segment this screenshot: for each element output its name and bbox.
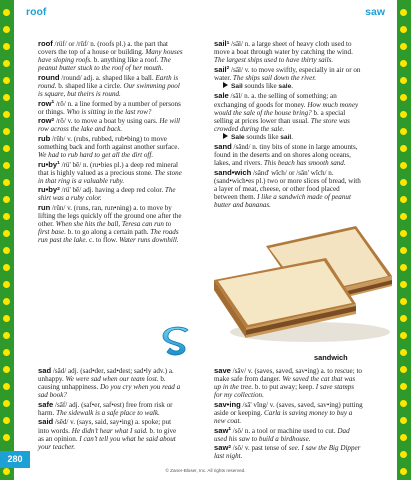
entry-rub: rub /rŭb/ v. (rubs, rubbed, rub•bing) to move something back and forth against another surface. We had to rub hard to get all the dirt off. [38, 133, 180, 159]
entry-row-1: row$^1$ /rō/ n. a line formed by a number of persons or things. Who is sitting in the last row? [38, 98, 181, 116]
entry-saving: sav•ing /sā' vĭng/ v. (saves, saved, sav•ing) putting aside or keeping. Carla is saving money to buy a new coat. [214, 399, 363, 425]
decorative-dot [3, 434, 10, 441]
entry-ruby-2: $ru•by^2$ /rü' bē/ adj. having a deep red color. The shirt was a ruby color. [38, 185, 176, 203]
decorative-dot [400, 383, 407, 390]
decorative-dot [400, 60, 407, 67]
decorative-dot [3, 43, 10, 50]
decorative-dot [400, 128, 407, 135]
decorative-dot [400, 111, 407, 118]
page-number: 280 [0, 451, 30, 468]
entry-roof: roof /rüf/ or /rŭf/ n. (roofs pl.) a. the part that covers the top of a house or building. Many houses have sloping roofs. b. anything like a roof. The peanut butter stuck to the roof of her mouth. [38, 39, 183, 73]
entry-sad: sad /săd/ adj. (sad•der, sad•dest; sad•ly adv.) a. unhappy. We were sad when our team lost. b. causing unhappiness. Do you cry when you read a sad book? [38, 366, 181, 400]
decorative-dot [3, 145, 10, 152]
decorative-dot [400, 366, 407, 373]
decorative-dot [400, 162, 407, 169]
entry-ruby-1: $ru•by^1$ /rü' bē/ n. (ru•bies pl.) a deep red mineral that is highly valued as a precious stone. The stone in that ring is a valuable ruby. [38, 159, 182, 185]
decorative-dot [3, 315, 10, 322]
decorative-dot [400, 9, 407, 16]
decorative-dot [3, 179, 10, 186]
entry-sale: sale /sāl/ n. a. the selling of something; an exchanging of goods for money. How much money would the sale of the house bring? b. a special selling at prices lower than usual. The store was crowded during the sale. Sale sounds like sail. [214, 92, 364, 141]
decorative-dot [400, 451, 407, 458]
decorative-dot [400, 298, 407, 305]
decorative-dot [3, 298, 10, 305]
entry-sandwich: sand•wich /sănd' wĭch/ or /săn' wĭch/ n. (sand•wich•es pl.) two or more slices of bread, with a layer of meat, cheese, or other food placed between them. I like a sandwich made of peanut butter and bananas. [214, 168, 361, 210]
decorative-dot [400, 145, 407, 152]
decorative-dot [3, 383, 10, 390]
decorative-dot [3, 281, 10, 288]
decorative-dot [400, 94, 407, 101]
decorative-dot [400, 315, 407, 322]
decorative-dot [400, 26, 407, 33]
decorative-dot [400, 400, 407, 407]
entry-run: run /rŭn/ v. (runs, ran, run•ning) a. to move by lifting the legs quickly off the ground one after the other. When she hits the ball, Teresa can run to first base. b. to go along a certain path. The roads run past the lake. c. to flow. Water runs downhill. [38, 203, 182, 245]
decorative-dot [400, 230, 407, 237]
decorative-dot [3, 264, 10, 271]
decorative-dot [400, 332, 407, 339]
decorative-dot [3, 213, 10, 220]
decorative-dot [3, 9, 10, 16]
decorative-dot [3, 111, 10, 118]
entry-safe: safe /sāf/ adj. (saf•er, saf•est) free from risk or harm. The sidewalk is a safe place to walk. [38, 399, 173, 417]
decorative-dot [3, 400, 10, 407]
column-right-bottom [214, 367, 364, 462]
decorative-dot [3, 417, 10, 424]
decorative-dot [400, 77, 407, 84]
sandwich-illustration [206, 206, 398, 346]
column-right-top [214, 40, 364, 211]
running-head-right: saw [365, 6, 385, 18]
decorative-dot [3, 230, 10, 237]
entry-round: round /round/ adj. a. shaped like a ball. Earth is round. b. shaped like a circle. Our swimming pool is square, but theirs is round. [38, 72, 180, 98]
letter-s-icon [161, 326, 193, 358]
decorative-dot [3, 247, 10, 254]
image-caption: sandwich [314, 353, 348, 362]
homophone-note-sail: Sail sounds like sale. [214, 82, 364, 91]
decorative-dot [400, 196, 407, 203]
decorative-dot [3, 349, 10, 356]
decorative-dot [400, 349, 407, 356]
decorative-dot [400, 213, 407, 220]
decorative-dot [400, 417, 407, 424]
copyright-notice: © Zaner-Bloser, Inc. All rights reserved. [165, 468, 246, 473]
decorative-dot [400, 247, 407, 254]
decorative-dot [400, 434, 407, 441]
decorative-dot [3, 128, 10, 135]
entry-saw-1: saw$^1$ /sô/ n. a tool or machine used to cut. Dad used his saw to build a birdhouse. [214, 425, 350, 443]
decorative-dot [400, 264, 407, 271]
homophone-note-sale: Sale sounds like sail. [214, 133, 364, 142]
entry-saw-2: saw$^2$ /sô/ v. past tense of see. I saw the Big Dipper last night. [214, 443, 361, 461]
right-dot-column [397, 0, 411, 480]
decorative-dot [3, 77, 10, 84]
arrow-icon [223, 133, 228, 139]
decorative-dot [3, 332, 10, 339]
running-head-left: roof [26, 6, 47, 18]
entry-row-2: row$^2$ /rō/ v. to move a boat by using oars. He will row across the lake and back. [38, 116, 181, 134]
entry-said: said /sĕd/ v. (says, said, say•ing) a. spoke; put into words. He didn’t hear what I said. b. to give as an opinion. I can’t tell you what he said about your teacher. [38, 417, 177, 451]
entry-save: save /sāv/ v. (saves, saved, sav•ing) a. to rescue; to make safe from danger. We saved the cat that was up in the tree. b. to put away; keep. I save stamps for my collection. [214, 366, 362, 400]
decorative-dot [3, 196, 10, 203]
column-left-top [38, 40, 183, 246]
decorative-dot [400, 281, 407, 288]
decorative-dot [3, 94, 10, 101]
decorative-dot [3, 162, 10, 169]
entry-sail-2: sail$^2$ /sāl/ v. to move swiftly, especially in air or on water. The ships sail down the river. Sail sounds like sale. [214, 66, 364, 91]
decorative-dot [3, 60, 10, 67]
column-left-bottom [38, 367, 183, 452]
decorative-dot [400, 179, 407, 186]
entry-sand: sand /sănd/ n. tiny bits of stone in large amounts, found in the deserts and on shores along oceans, lakes, and rivers. This beach has smooth sand. [214, 142, 358, 168]
decorative-dot [3, 26, 10, 33]
decorative-dot [400, 43, 407, 50]
arrow-icon [223, 82, 228, 88]
entry-sail-1: sail$^1$ /sāl/ n. a large sheet of heavy cloth used to move a boat through water by catching the wind. The largest ships used to have thirty sails. [214, 39, 353, 65]
decorative-dot [3, 366, 10, 373]
left-dot-column [0, 0, 14, 480]
